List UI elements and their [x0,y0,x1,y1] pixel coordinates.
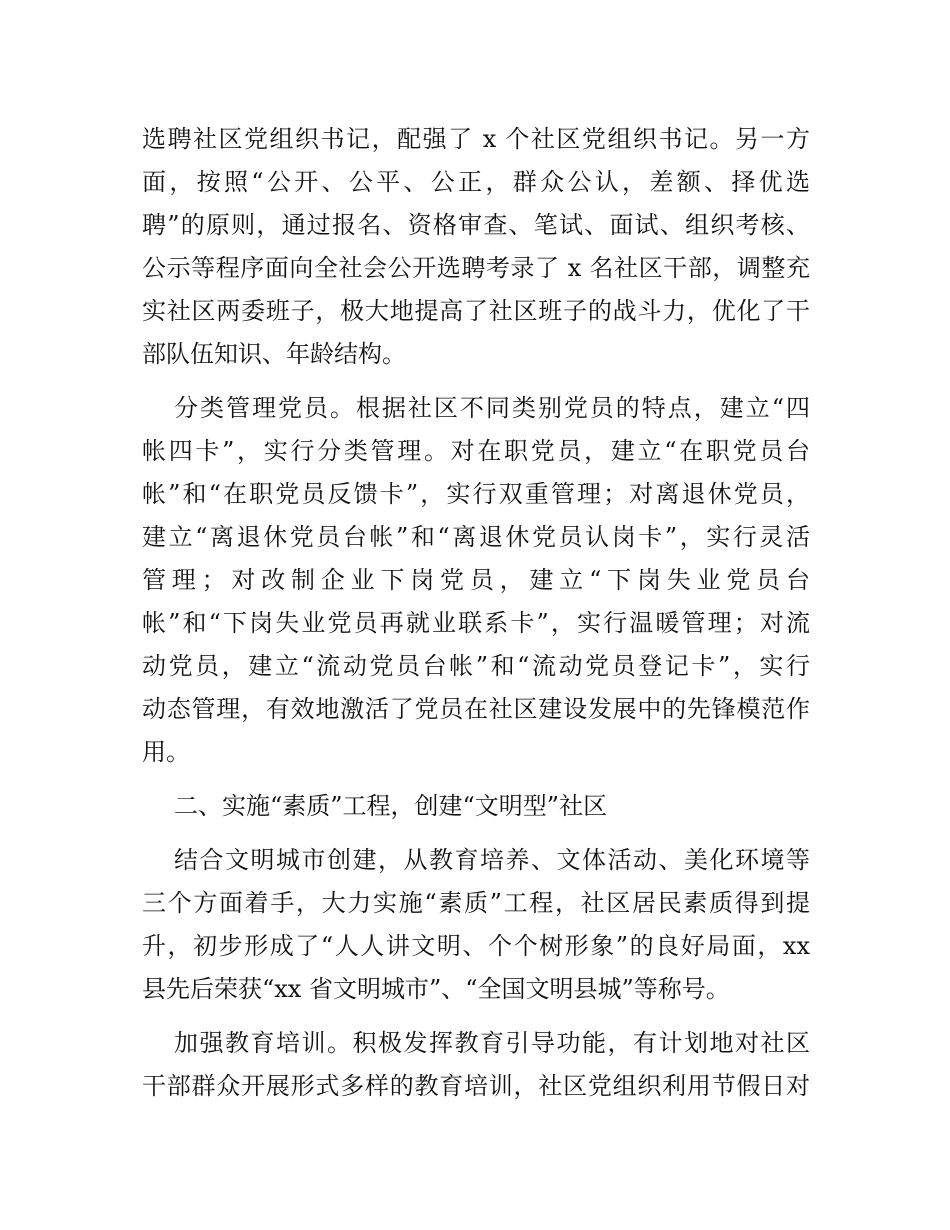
paragraph-line: 三个方面着手，大力实施“素质”工程，社区居民素质得到提 [142,889,810,917]
paragraph-line: 帐”和“下岗失业党员再就业联系卡”，实行温暖管理；对流 [142,609,810,637]
paragraph-line: 用。 [142,738,190,766]
paragraph-party-member-management [142,387,810,774]
paragraph-line: 帐四卡”，实行分类管理。对在职党员，建立“在职党员台 [142,437,810,465]
paragraph-line: 部队伍知识、年龄结构。 [142,340,406,368]
paragraph-line: 管理；对改制企业下岗党员，建立“下岗失业党员台 [142,566,810,594]
paragraph-line: 县先后荣获“xx 省文明城市”、“全国文明县城”等称号。 [142,975,730,1003]
paragraph-line: 动党员，建立“流动党员台帐”和“流动党员登记卡”，实行 [142,652,810,680]
paragraph-education-training [142,1022,810,1108]
paragraph-line: 帐”和“在职党员反馈卡”，实行双重管理；对离退休党员， [142,480,810,508]
paragraph-cadre-selection [142,118,810,376]
paragraph-line: 实社区两委班子，极大地提高了社区班子的战斗力，优化了干 [142,297,810,325]
paragraph-line: 结合文明城市创建，从教育培养、文体活动、美化环境等 [174,846,810,874]
section-heading-text: 二、实施“素质”工程，创建“文明型”社区 [174,792,608,820]
document-body [142,118,810,1108]
paragraph-line: 公示等程序面向全社会公开选聘考录了 x 名社区干部，调整充 [142,254,810,282]
paragraph-line: 干部群众开展形式多样的教育培训，社区党组织利用节假日对 [142,1072,810,1100]
paragraph-line: 选聘社区党组织书记，配强了 x 个社区党组织书记。另一方 [142,125,810,153]
paragraph-line: 建立“离退休党员台帐”和“离退休党员认岗卡”，实行灵活 [142,523,810,551]
paragraph-line: 聘”的原则，通过报名、资格审查、笔试、面试、组织考核、 [142,211,810,239]
paragraph-line: 升，初步形成了“人人讲文明、个个树形象”的良好局面，xx [142,932,810,960]
paragraph-line: 分类管理党员。根据社区不同类别党员的特点，建立“四 [174,394,810,422]
paragraph-line: 加强教育培训。积极发挥教育引导功能，有计划地对社区 [174,1029,810,1057]
paragraph-line: 面，按照“公开、公平、公正，群众公认，差额、择优选 [142,168,810,196]
paragraph-civilized-city [142,839,810,1011]
section-heading [142,785,810,828]
paragraph-line: 动态管理，有效地激活了党员在社区建设发展中的先锋模范作 [142,695,810,723]
